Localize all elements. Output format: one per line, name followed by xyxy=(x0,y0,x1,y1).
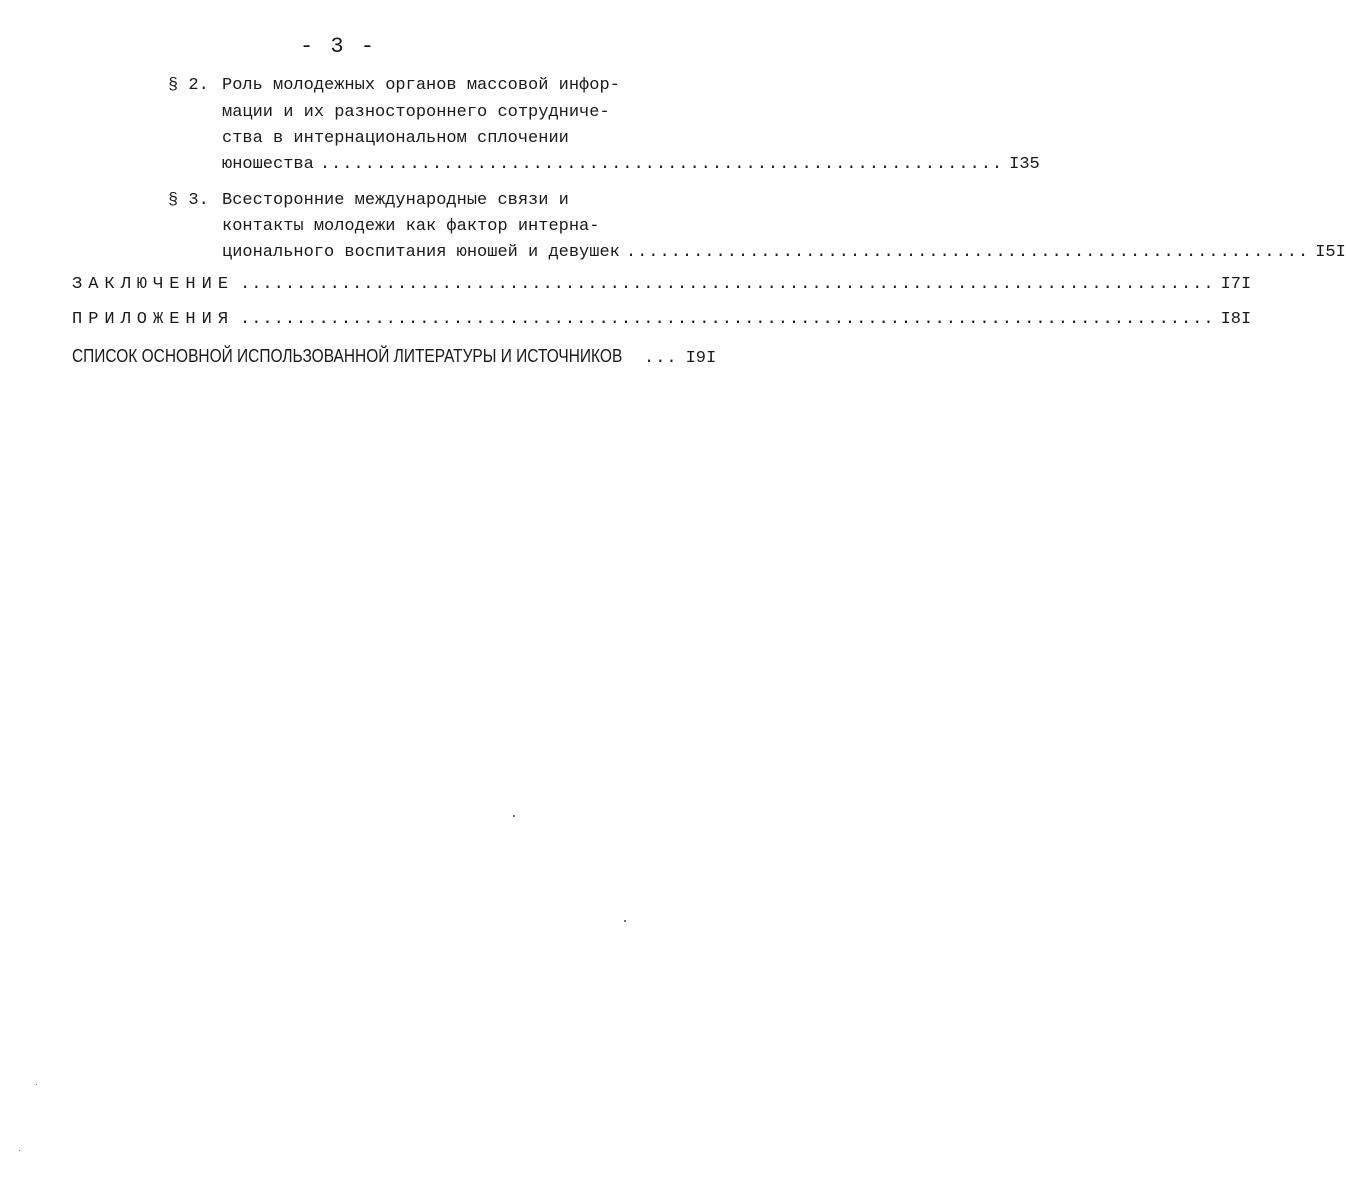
section-3-last-line xyxy=(222,240,1346,266)
section-3-last-text: ционального воспитания юношей и девушек xyxy=(222,243,620,262)
toc-entry-appendices xyxy=(72,307,1252,333)
section-3-page: I5I xyxy=(1315,243,1346,262)
dot-leader: ............................................................. xyxy=(319,155,1004,174)
bibliography-page: I9I xyxy=(685,349,717,368)
toc-entry-bibliography xyxy=(72,343,727,372)
conclusion-page: I7I xyxy=(1220,275,1252,294)
section-2-page: I35 xyxy=(1009,155,1040,174)
scan-speck xyxy=(624,920,626,922)
bibliography-title: СПИСОК ОСНОВНОЙ ИСПОЛЬЗОВАННОЙ ЛИТЕРАТУРЫ И ИСТОЧНИКОВ xyxy=(72,346,623,366)
section-2-line-1: Роль молодежных органов массовой инфор- xyxy=(222,76,620,95)
scan-speck xyxy=(19,1150,20,1151)
dot-leader: ....................................................................................... xyxy=(240,310,1215,329)
section-3-marker: § 3. xyxy=(168,191,209,210)
section-2-line-3: ства в интернациональном сплочении xyxy=(222,129,569,148)
section-3-line-2: контакты молодежи как фактор интерна- xyxy=(222,217,600,236)
conclusion-title: ЗАКЛЮЧЕНИЕ xyxy=(72,275,235,294)
section-2-line-2: мации и их разностороннего сотрудниче- xyxy=(222,103,610,122)
section-2-last-text: юношества xyxy=(222,155,314,174)
section-3-line-1: Всесторонние международные связи и xyxy=(222,191,569,210)
appendices-title: ПРИЛОЖЕНИЯ xyxy=(72,310,235,329)
appendices-page: I8I xyxy=(1220,310,1252,329)
dot-leader: ............................................................. xyxy=(625,243,1310,262)
table-of-contents xyxy=(0,0,1346,400)
scan-speck xyxy=(513,815,515,817)
section-2-last-line xyxy=(222,152,1040,178)
bibliography-title-wrap xyxy=(72,343,634,372)
section-2-marker: § 2. xyxy=(168,76,209,95)
bibliography-dots: ... xyxy=(644,349,678,368)
scan-speck xyxy=(36,1084,37,1085)
page-number: - 3 - xyxy=(300,34,377,59)
toc-entry-conclusion xyxy=(72,272,1252,298)
dot-leader: ....................................................................................... xyxy=(240,275,1215,294)
